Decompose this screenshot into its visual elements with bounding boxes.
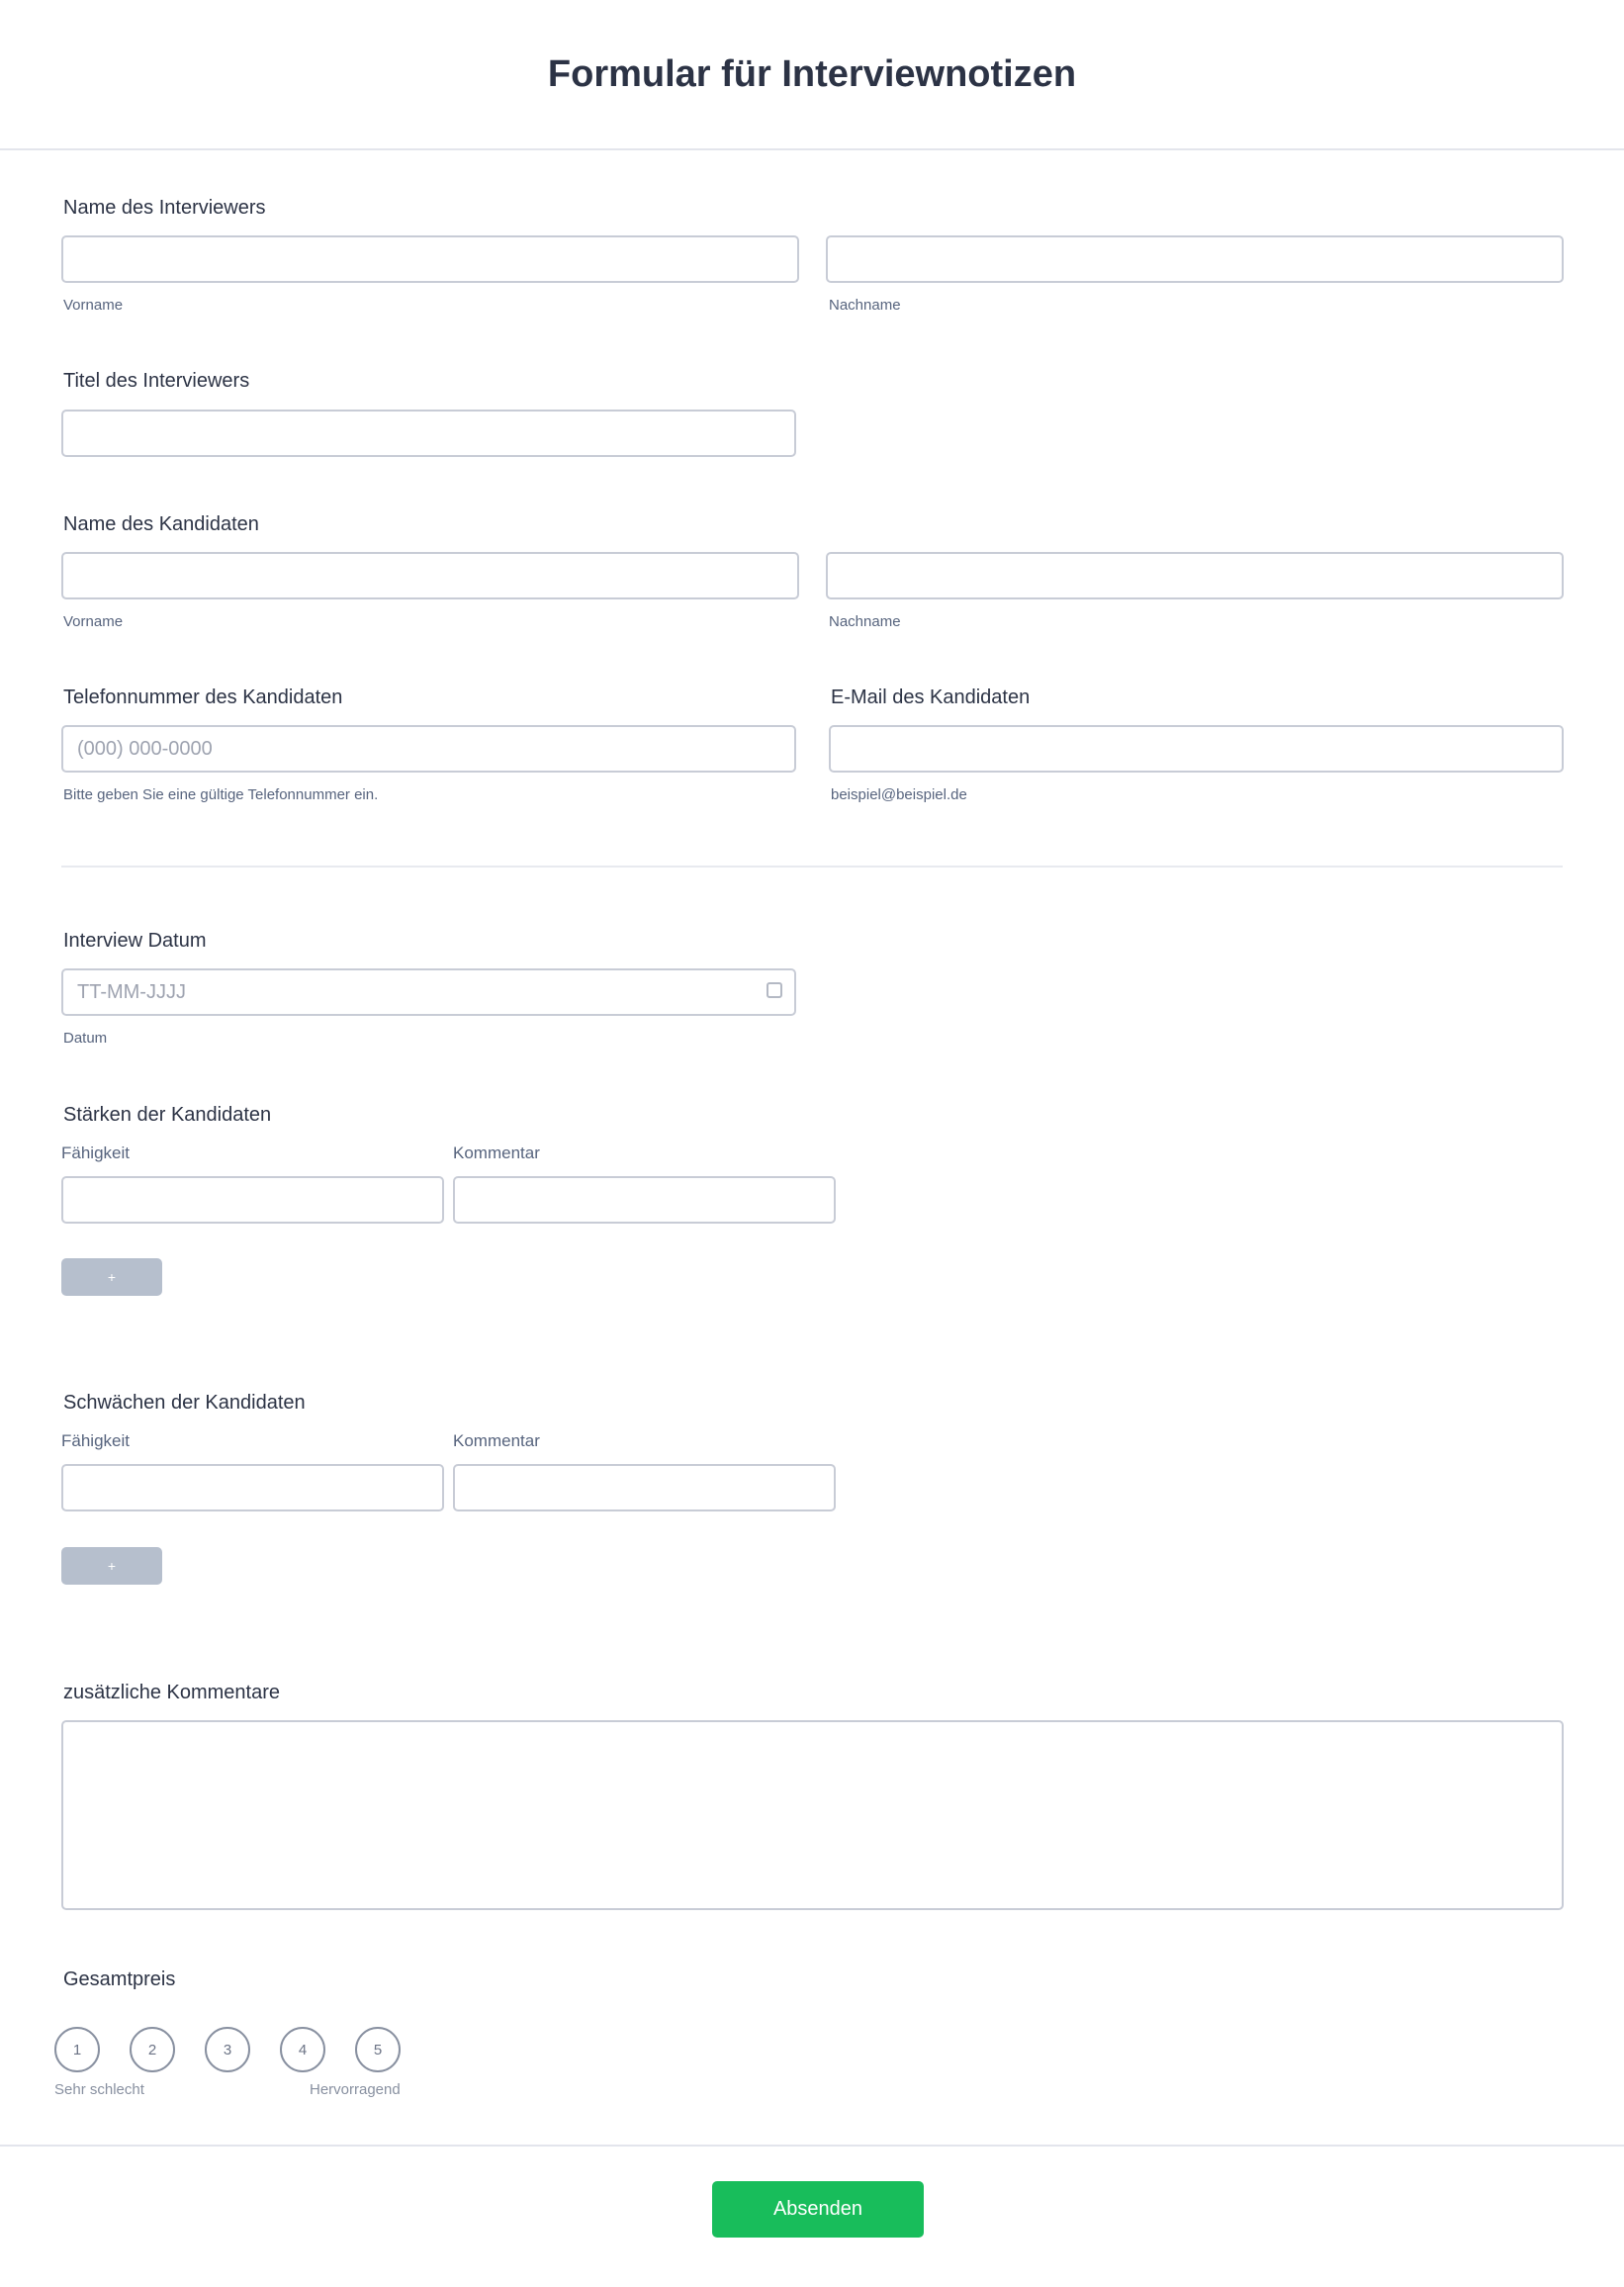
form-title: Formular für Interviewnotizen [547, 52, 1077, 95]
tel-label: Telefonnummer des Kandidaten [63, 686, 343, 708]
first-sub: Vorname [63, 297, 124, 314]
datum-input[interactable] [61, 968, 796, 1016]
rating-3[interactable]: 3 [205, 2027, 250, 2072]
first-sub-2: Vorname [63, 613, 124, 630]
titel-input[interactable] [61, 410, 796, 457]
last-sub-2: Nachname [829, 613, 901, 630]
datum-label: Interview Datum [63, 930, 207, 952]
col-faehigkeit-2: Fähigkeit [61, 1431, 130, 1450]
kandidat-last-input[interactable] [826, 552, 1564, 599]
staerken-label: Stärken der Kandidaten [63, 1104, 272, 1126]
rating-1[interactable]: 1 [54, 2027, 100, 2072]
interviewer-first-input[interactable] [61, 235, 799, 283]
kandidat-first-input[interactable] [61, 552, 799, 599]
form-header [0, 0, 1624, 150]
col-faehigkeit: Fähigkeit [61, 1144, 130, 1162]
email-label: E-Mail des Kandidaten [831, 686, 1031, 708]
schwaeche-kommentar-input[interactable] [453, 1464, 836, 1511]
rating-low: Sehr schlecht [54, 2081, 144, 2098]
email-input[interactable] [829, 725, 1564, 773]
datum-placeholder: TT-MM-JJJJ [77, 980, 186, 1003]
add-staerke-button[interactable]: + [61, 1258, 162, 1296]
schwaeche-faehigkeit-input[interactable] [61, 1464, 444, 1511]
titel-label: Titel des Interviewers [63, 370, 250, 392]
last-sub: Nachname [829, 297, 901, 314]
staerke-faehigkeit-input[interactable] [61, 1176, 444, 1224]
add-schwaeche-button[interactable]: + [61, 1547, 162, 1585]
divider [61, 866, 1563, 868]
rating-4[interactable]: 4 [280, 2027, 325, 2072]
gesamt-label: Gesamtpreis [63, 1968, 176, 1990]
rating-2[interactable]: 2 [130, 2027, 175, 2072]
col-kommentar-2: Kommentar [453, 1431, 540, 1450]
col-kommentar: Kommentar [453, 1144, 540, 1162]
staerke-kommentar-input[interactable] [453, 1176, 836, 1224]
kandidat-label: Name des Kandidaten [63, 513, 259, 535]
tel-input[interactable]: (000) 000-0000 [61, 725, 796, 773]
datum-sub: Datum [63, 1030, 108, 1047]
rating-high: Hervorragend [310, 2081, 401, 2098]
rating-5[interactable]: 5 [355, 2027, 401, 2072]
zusatz-label: zusätzliche Kommentare [63, 1682, 280, 1703]
interviewer-label: Name des Interviewers [63, 197, 266, 219]
tel-hint: Bitte geben Sie eine gültige Telefonnummer ein. [63, 786, 379, 803]
zusatz-textarea[interactable] [61, 1720, 1564, 1910]
submit-button[interactable]: Absenden [712, 2181, 924, 2238]
email-hint: beispiel@beispiel.de [831, 786, 967, 803]
calendar-icon[interactable] [767, 982, 782, 998]
schwaechen-label: Schwächen der Kandidaten [63, 1392, 306, 1414]
interviewer-last-input[interactable] [826, 235, 1564, 283]
